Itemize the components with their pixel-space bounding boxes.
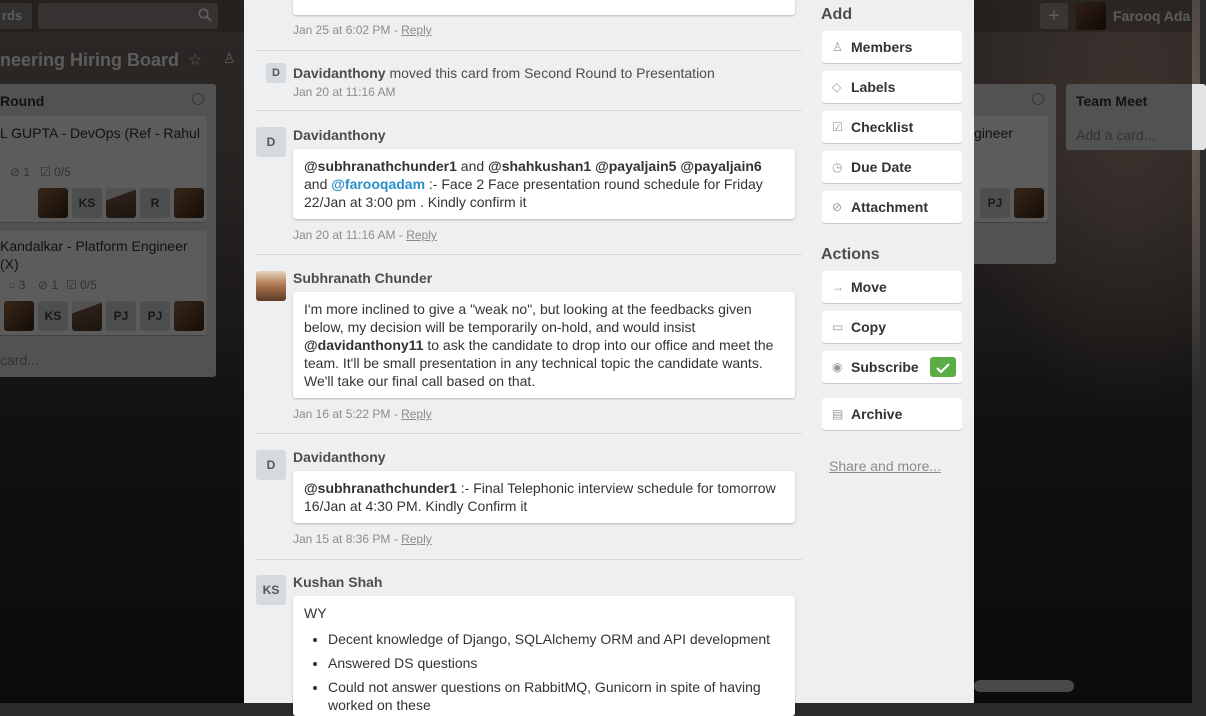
horizontal-scrollbar[interactable] xyxy=(974,680,1074,692)
bullet-list xyxy=(328,630,784,714)
copy-icon: ▭ xyxy=(832,320,844,334)
clock-icon: ◷ xyxy=(832,160,843,174)
mention[interactable]: @subhranathchunder1 xyxy=(304,158,457,174)
subscribe-button[interactable] xyxy=(822,351,962,383)
comment-text: to ask the candidate to drop into our office and meet the team. It'll be small presentation in any technical topic the candidate wants. We'll take our final call based on that. xyxy=(304,337,774,389)
author-name[interactable]: Davidanthony xyxy=(293,127,386,143)
button-label: Subscribe xyxy=(851,359,919,375)
button-label: Copy xyxy=(851,319,886,335)
avatar[interactable]: D xyxy=(266,63,286,83)
avatar[interactable]: D xyxy=(256,127,286,157)
members-button[interactable] xyxy=(822,31,962,63)
author-name[interactable]: Kushan Shah xyxy=(293,574,383,590)
mention[interactable]: @shahkushan1 xyxy=(488,158,592,174)
reply-link[interactable]: Reply xyxy=(401,532,432,546)
reply-link[interactable]: Reply xyxy=(401,407,432,421)
comment-body xyxy=(293,149,795,219)
divider xyxy=(256,110,802,111)
button-label: Checklist xyxy=(851,119,914,135)
author-name[interactable]: Subhranath Chunder xyxy=(293,270,433,286)
add-heading: Add xyxy=(821,6,853,23)
arrow-right-icon: → xyxy=(832,280,844,294)
comment-text: :- Face 2 Face presentation round schedule for Friday 22/Jan at 3:00 pm . Kindly confirm it xyxy=(304,176,763,210)
divider xyxy=(256,433,802,434)
paperclip-icon: ⊘ xyxy=(832,200,843,214)
divider xyxy=(256,50,802,51)
reply-link[interactable]: Reply xyxy=(406,228,437,242)
mention[interactable]: @subhranathchunder1 xyxy=(304,480,457,496)
button-label: Members xyxy=(851,39,913,55)
timestamp[interactable]: Jan 20 at 11:16 AM xyxy=(293,85,396,99)
comment-text: and xyxy=(460,158,485,174)
card-detail-modal xyxy=(244,0,974,713)
avatar[interactable] xyxy=(256,271,286,301)
author-name[interactable]: Davidanthony xyxy=(293,65,386,81)
archive-icon: ▤ xyxy=(832,407,844,421)
list-item: • Could not answer questions on RabbitMQ, Gunicorn in spite of having worked on these xyxy=(328,678,784,714)
actions-heading: Actions xyxy=(821,246,880,263)
avatar[interactable]: D xyxy=(256,450,286,480)
list-item: • Answered DS questions xyxy=(328,654,784,672)
move-button[interactable] xyxy=(822,271,962,303)
button-label: Labels xyxy=(851,79,896,95)
button-label: Move xyxy=(851,279,887,295)
timestamp[interactable]: Jan 20 at 11:16 AM xyxy=(293,228,396,242)
mention[interactable]: @davidanthony11 xyxy=(304,337,424,353)
comment-heading: WY xyxy=(304,605,327,621)
comment-body xyxy=(293,471,795,523)
checklist-icon: ☑ xyxy=(832,120,843,134)
mention-link[interactable]: @farooqadam xyxy=(331,176,426,192)
comment-body xyxy=(293,596,795,716)
checklist-button[interactable] xyxy=(822,111,962,143)
label-icon: ◇ xyxy=(832,80,842,94)
due-date-button[interactable] xyxy=(822,151,962,183)
comment-body xyxy=(293,0,795,15)
comment-text: and xyxy=(304,176,328,192)
button-label: Due Date xyxy=(851,159,912,175)
timestamp[interactable]: Jan 16 at 5:22 PM xyxy=(293,407,391,421)
button-label: Archive xyxy=(851,406,903,422)
comment-meta: Jan 15 at 8:36 PM - Reply xyxy=(293,532,432,546)
comment-text: :- Final Telephonic interview schedule for tomorrow 16/Jan at 4:30 PM. Kindly Confirm it xyxy=(304,480,776,514)
comment-meta: Jan 16 at 5:22 PM - Reply xyxy=(293,407,432,421)
mention[interactable]: @payaljain5 xyxy=(595,158,677,174)
action-text xyxy=(293,65,715,81)
author-name[interactable]: Davidanthony xyxy=(293,449,386,465)
list-item: • Decent knowledge of Django, SQLAlchemy ORM and API development xyxy=(328,630,784,648)
divider xyxy=(256,254,802,255)
mention[interactable]: @payaljain6 xyxy=(680,158,762,174)
person-icon: ♙ xyxy=(832,40,843,54)
share-and-more-link[interactable]: Share and more... xyxy=(829,458,942,474)
button-label: Attachment xyxy=(851,199,929,215)
comment-body xyxy=(293,292,795,398)
divider xyxy=(256,559,802,560)
eye-icon: ◉ xyxy=(832,360,843,374)
checkmark-icon xyxy=(930,358,956,378)
comment-meta: Jan 25 at 6:02 PM - Reply xyxy=(293,23,432,37)
attachment-button[interactable] xyxy=(822,191,962,223)
comment-text: I'm more inclined to give a "weak no", but looking at the feedbacks given below, my decision will be temporarily on-hold, and would insist xyxy=(304,301,752,335)
labels-button[interactable] xyxy=(822,71,962,103)
archive-button[interactable] xyxy=(822,398,962,430)
timestamp[interactable]: Jan 15 at 8:36 PM xyxy=(293,532,391,546)
timestamp[interactable]: Jan 25 at 6:02 PM xyxy=(293,23,391,37)
action-description: moved this card from Second Round to Presentation xyxy=(389,65,715,81)
reply-link[interactable]: Reply xyxy=(401,23,432,37)
comment-meta: Jan 20 at 11:16 AM - Reply xyxy=(293,228,437,242)
subscribed-check-icon[interactable] xyxy=(930,357,956,377)
avatar[interactable]: KS xyxy=(256,575,286,605)
copy-button[interactable] xyxy=(822,311,962,343)
